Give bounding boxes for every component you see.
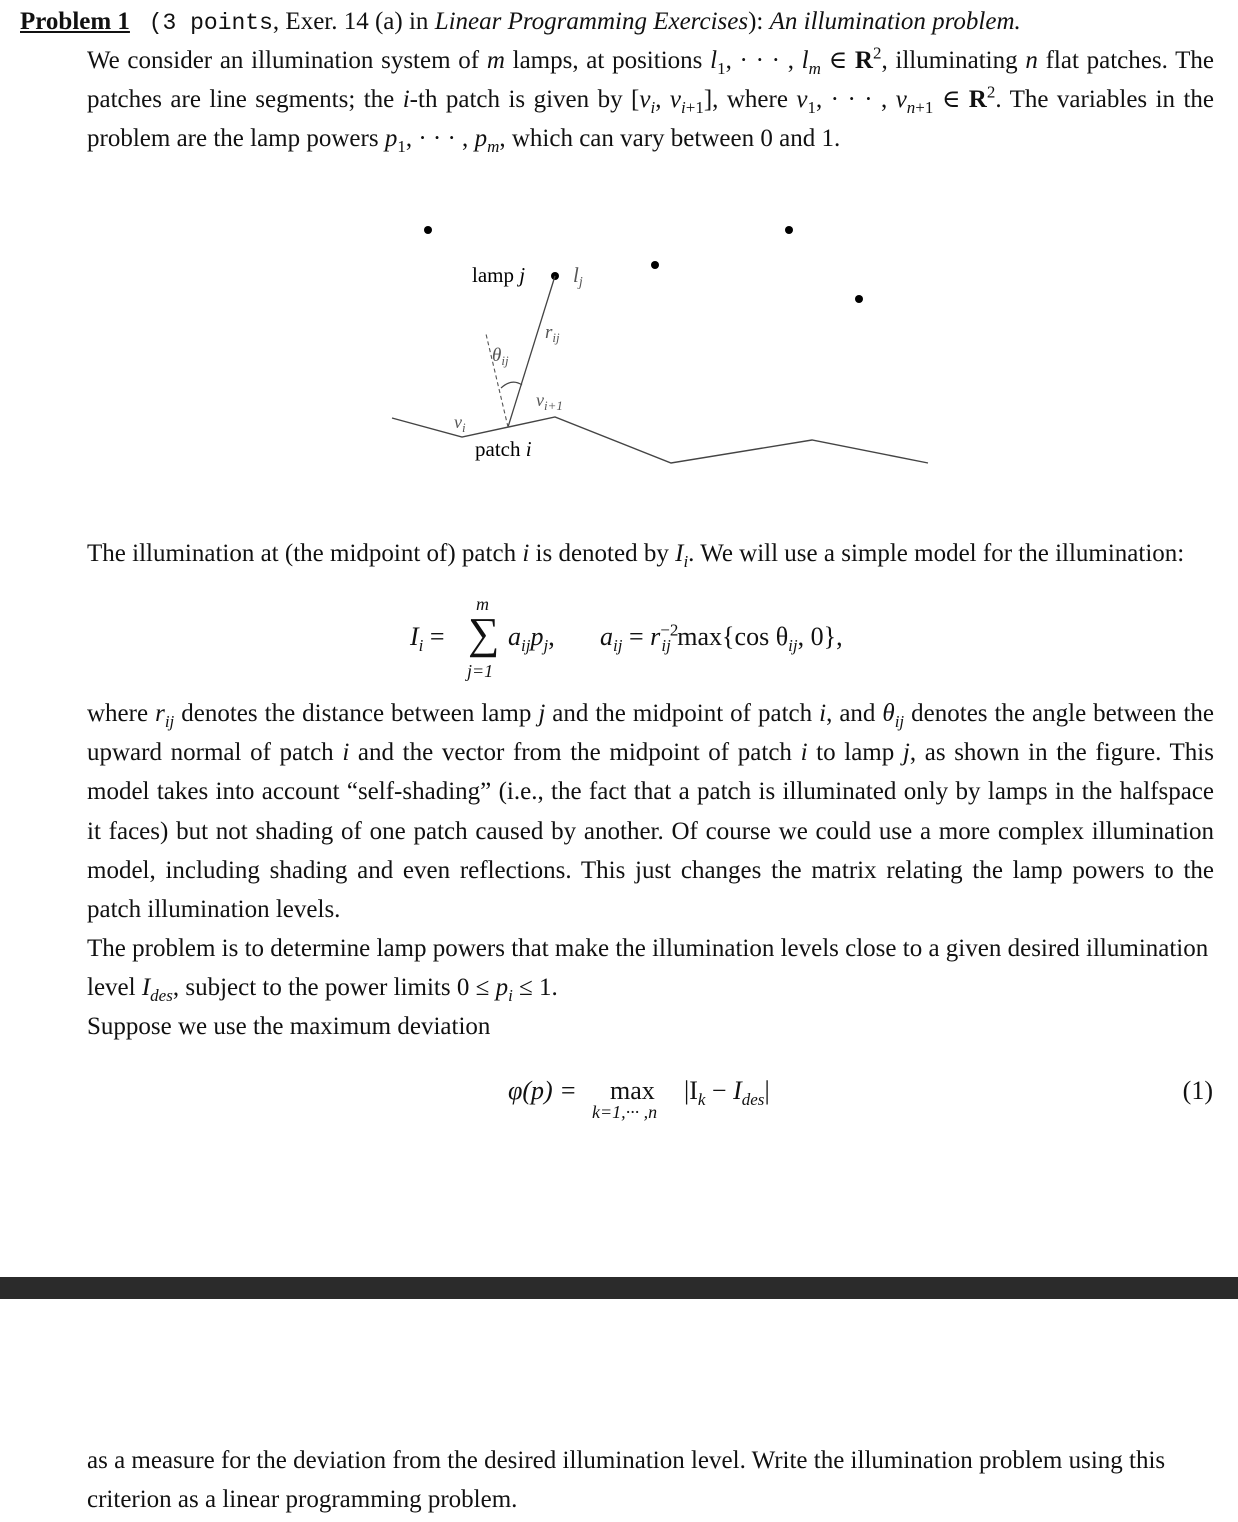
problem-source-prefix: , Exer. 14 (a) in [272,8,435,35]
var-m: m [486,47,505,74]
p2-text-3: . We will use a simple model for the illumination: [688,540,1185,567]
p1-text-4: flat patches. The patches are line segments; the [87,47,1214,114]
var-i: i [402,86,410,114]
math-rij: $r_{ij}$ [155,700,175,731]
var-i: i [819,700,827,727]
eq2-body: $|I_k - I_{des}|$ [684,1076,770,1110]
p4-text-2: , subject to the power limits [172,974,457,1002]
math-power-limits: $0 \le p_i \le 1$. [456,974,558,1006]
problem-source-suffix: ): [748,8,770,35]
eq1-sum-top: m [476,594,489,614]
eq2-lhs: φ(p) = [508,1076,577,1105]
lamp-position-label: lj [573,263,583,290]
max-deviation-paragraph: Suppose we use the maximum deviation [87,1013,491,1040]
p1-text-7: . The variables in the problem are the lamp powers [87,86,1215,153]
math-theta-ij: $\theta_{ij}$ [882,700,905,731]
problem-statement-paragraph [87,929,1214,1007]
var-j: j [538,700,546,727]
patches-polyline [392,417,928,463]
var-i: i [522,540,530,567]
p1-text-1: We consider an illumination system of [87,47,487,74]
var-i: i [342,739,350,767]
conclusion-paragraph: as a measure for the deviation from the desired illumination level. Write the illumination problem using this criterion as a linear programming problem. [87,1447,1166,1514]
p3-text-7: to lamp [807,739,903,767]
p3-text-2: denotes the distance between lamp [174,700,539,727]
p3-text-3: and the midpoint of patch [545,700,820,727]
p3-text-5: denotes the angle between the upward normal of patch [87,700,1214,767]
eq1-def: $a_{ij} = r^{-2}_{ij}$ max{cos $\theta_{ij}$, 0}, [600,620,843,656]
lamp-dot [651,261,659,269]
math-Ii: $I_i$ [675,540,689,571]
eq1-sum-bottom: j=1 [467,661,494,681]
p1-text-8: , which can vary between 0 and 1. [499,125,841,153]
math-patch-segment: [$v_i$, $v_{i+1}$] [631,86,713,118]
var-j: j [902,739,910,767]
problem-source-title: Linear Programming Exercises [434,8,749,35]
problem-topic: An illumination problem. [769,8,1021,35]
p2-text-1: The illumination at (the midpoint of) patch [87,540,523,567]
lamp-dot [855,295,863,303]
lamp-dot [785,226,793,234]
lamp-dot [424,226,432,234]
math-lamp-positions: $l_1$, · · · , $l_m$ ∈ $R^2$ [710,43,882,78]
p3-text-8: , as shown in the figure. This model takes into account “self-shading” (i.e., the fact that a patch is illuminated only by lamps in the halfspace it faces) but not shading of one patch caused by another. Of course we could use a more complex illumination model, including shading and even reflections. This just changes the matrix relating the lamp powers to the patch illumination levels. [87,739,1214,924]
lamp-label: lamp j [472,263,526,287]
p1-text-3: , illuminating [881,47,1026,74]
p3-text-6: and the vector from the midpoint of patch [349,739,801,767]
eq1-lhs: $I_i$ = [410,622,445,656]
math-powers: $p_1$, · · · , $p_m$ [384,125,500,157]
p3-text-4: , and [826,700,883,727]
p4-text-1: The problem is to determine lamp powers that make the illumination levels close to a given desired illumination level [87,935,1209,1002]
p1-text-6: , where [712,86,797,114]
math-vertices: $v_1$, · · · , $v_{n+1}$ ∈ $R^2$ [796,82,996,118]
p3-text-1: where [87,700,156,727]
math-Ides: $I_{des}$ [141,974,173,1006]
v-next-label: $v_{i+1}$ [536,390,563,413]
problem-label: Problem 1 [20,8,130,35]
eq2-max-sub: k=1,··· ,n [592,1102,658,1122]
page-divider [0,1277,1238,1299]
eq1-sum-sign: ∑ [468,609,500,658]
problem-points: (3 points [148,10,273,36]
theta-arc [501,382,522,388]
p1-text-5: -th patch is given by [409,86,632,114]
illumination-paragraph [87,534,1214,573]
eq1-term: $a_{ij}p_j$, [508,622,555,656]
equation-number: (1) [1182,1076,1213,1105]
var-i: i [800,739,808,767]
theta-ij-label: $\theta_{ij}$ [492,345,509,368]
patch-label: patch i [475,437,532,461]
illumination-equation [410,594,930,688]
max-deviation-equation [508,1074,828,1134]
intro-paragraph [87,41,1214,159]
r-ij-label: $r_{ij}$ [545,322,560,345]
eq2-max: max [610,1076,655,1105]
v-i-label: $v_i$ [454,412,466,435]
p1-text-2: lamps, at positions [504,47,711,74]
illumination-figure [380,210,940,480]
model-paragraph [87,694,1214,929]
var-n: n [1025,47,1038,74]
problem-heading [20,2,1214,43]
p2-text-2: is denoted by [529,540,676,567]
